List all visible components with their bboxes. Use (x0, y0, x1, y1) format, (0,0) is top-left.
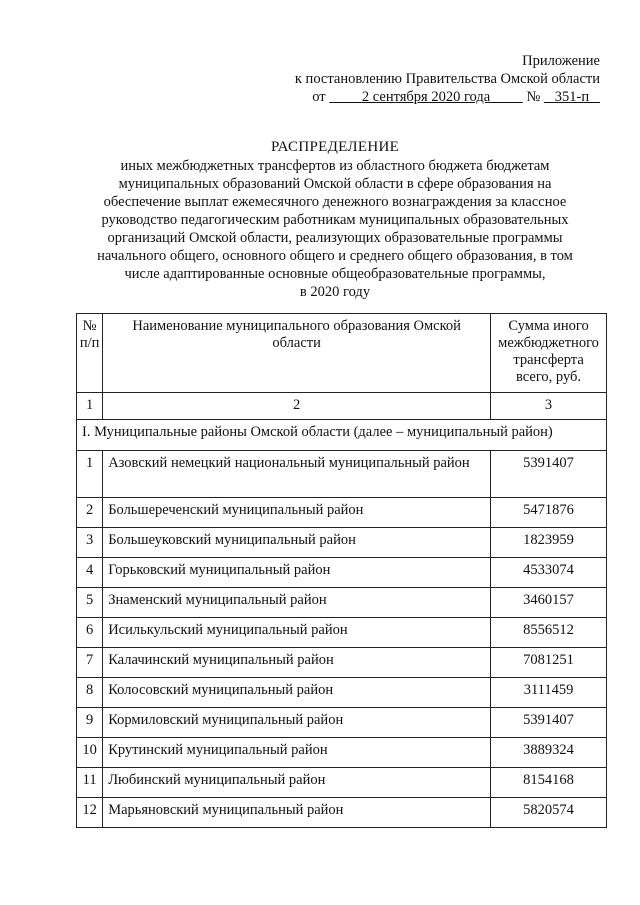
table-row (77, 768, 607, 798)
row-sum: 5820574 (491, 798, 607, 828)
row-name: Марьяновский муниципальный район (103, 798, 491, 828)
title-line: иных межбюджетных трансфертов из областного бюджета бюджетам (120, 158, 550, 174)
title-line: начального общего, основного общего и среднего общего образования, в том (97, 248, 573, 264)
document-title (60, 138, 610, 301)
row-num: 5 (77, 588, 103, 618)
row-sum: 5471876 (491, 498, 607, 528)
row-name: Большереченский муниципальный район (103, 498, 491, 528)
title-heading: РАСПРЕДЕЛЕНИЕ (270, 139, 400, 155)
row-name: Калачинский муниципальный район (103, 648, 491, 678)
row-name: Исилькульский муниципальный район (103, 618, 491, 648)
row-num: 12 (77, 798, 103, 828)
row-name: Знаменский муниципальный район (103, 588, 491, 618)
table-row (77, 588, 607, 618)
table-row (77, 528, 607, 558)
number-value: 351-п (554, 89, 590, 105)
row-sum: 3111459 (491, 678, 607, 708)
date-value: 2 сентября 2020 года (361, 89, 491, 105)
appendix-label: Приложение (522, 53, 600, 69)
table-row (77, 738, 607, 768)
row-name: Большеуковский муниципальный район (103, 528, 491, 558)
row-sum: 5391407 (491, 451, 607, 498)
title-line: в 2020 году (299, 284, 371, 300)
row-num: 7 (77, 648, 103, 678)
table-header-row (77, 314, 607, 393)
header-num: № п/п (77, 314, 103, 393)
header-sum: Сумма иного межбюджетного трансферта всего, руб. (491, 314, 607, 393)
row-sum: 5391407 (491, 708, 607, 738)
row-sum: 3889324 (491, 738, 607, 768)
table-row (77, 558, 607, 588)
table-row (77, 498, 607, 528)
row-name: Кормиловский муниципальный район (103, 708, 491, 738)
row-num: 11 (77, 768, 103, 798)
appendix-resolution: к постановлению Правительства Омской области (294, 71, 600, 87)
row-num: 4 (77, 558, 103, 588)
date-prefix: от (312, 89, 326, 105)
title-line: числе адаптированные основные общеобразовательные программы, (124, 266, 546, 282)
row-num: 6 (77, 618, 103, 648)
appendix-date-line (295, 88, 600, 106)
table-row (77, 618, 607, 648)
row-num: 10 (77, 738, 103, 768)
row-sum: 3460157 (491, 588, 607, 618)
row-sum: 4533074 (491, 558, 607, 588)
section-title: I. Муниципальные районы Омской области (далее – муниципальный район) (77, 420, 607, 451)
column-index: 3 (491, 393, 607, 420)
section-row (77, 420, 607, 451)
row-num: 1 (77, 451, 103, 498)
row-name: Горьковский муниципальный район (103, 558, 491, 588)
column-index-row (77, 393, 607, 420)
row-num: 8 (77, 678, 103, 708)
title-line: обеспечение выплат ежемесячного денежного вознаграждения за классное (103, 194, 567, 210)
table-row (77, 648, 607, 678)
number-prefix: № (526, 89, 541, 105)
row-num: 3 (77, 528, 103, 558)
table-row (77, 708, 607, 738)
row-sum: 8556512 (491, 618, 607, 648)
row-name: Колосовский муниципальный район (103, 678, 491, 708)
row-num: 9 (77, 708, 103, 738)
column-index: 2 (103, 393, 491, 420)
row-num: 2 (77, 498, 103, 528)
table-row (77, 798, 607, 828)
row-sum: 1823959 (491, 528, 607, 558)
header-name: Наименование муниципального образования Омской области (103, 314, 491, 393)
appendix-block (295, 52, 600, 106)
table-row (77, 451, 607, 498)
table-row (77, 678, 607, 708)
column-index: 1 (77, 393, 103, 420)
title-line: муниципальных образований Омской области в сфере образования на (118, 176, 552, 192)
row-name: Крутинский муниципальный район (103, 738, 491, 768)
row-sum: 7081251 (491, 648, 607, 678)
title-line: руководство педагогическим работникам муниципальных образовательных (101, 212, 569, 228)
title-line: организаций Омской области, реализующих образовательные программы (107, 230, 563, 246)
row-sum: 8154168 (491, 768, 607, 798)
row-name: Любинский муниципальный район (103, 768, 491, 798)
distribution-table (76, 313, 607, 828)
row-name: Азовский немецкий национальный муниципальный район (103, 451, 491, 498)
